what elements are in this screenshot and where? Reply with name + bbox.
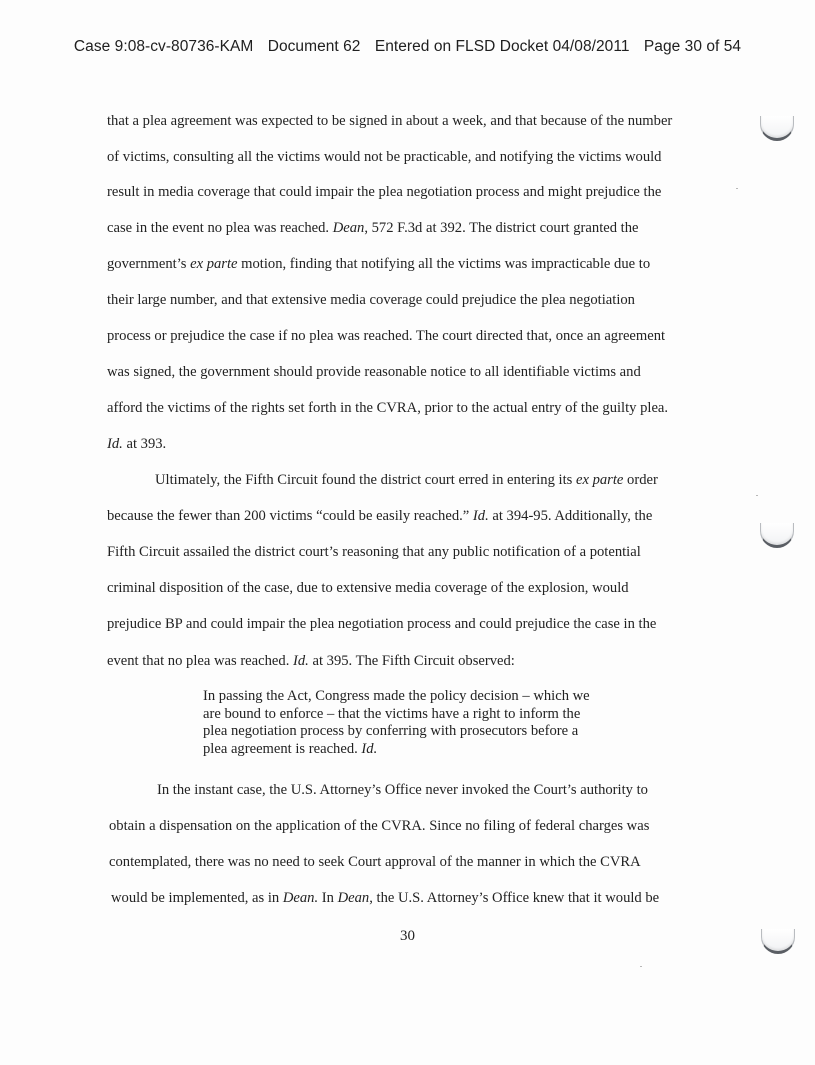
body-line [107,508,652,525]
text-run: In [318,890,338,906]
quote-line: In passing the Act, Congress made the policy decision – which we [203,688,590,704]
case-citation: Id. [107,436,123,452]
quote-line: plea negotiation process by conferring with prosecutors before a [203,723,579,739]
text-run: event that no plea was reached. [107,653,293,669]
case-citation: Id. [472,508,489,524]
text-run: , 572 F.3d at 392. The district court granted the [364,220,639,236]
scan-speck [756,495,758,496]
latin-term: ex parte [575,472,624,488]
body-line [107,653,515,670]
quote-line [203,741,623,759]
case-citation: Dean. [282,890,319,906]
text-run: , the U.S. Attorney’s Office knew that it would be [369,890,660,906]
body-line: criminal disposition of the case, due to extensive media coverage of the explosion, would [107,580,629,596]
block-quote [203,688,623,758]
case-citation: Id. [293,653,309,669]
text-run: case in the event no plea was reached. [107,220,333,236]
body-line: was signed, the government should provide reasonable notice to all identifiable victims and [107,364,641,380]
body-line: their large number, and that extensive media coverage could prejudice the plea negotiation [107,292,635,308]
quote-line: are bound to enforce – that the victims have a right to inform the [203,705,581,722]
body-line: prejudice BP and could impair the plea negotiation process and could prejudice the case in the [107,616,657,632]
page-count: Page 30 of 54 [643,38,742,55]
page-number: 30 [400,928,415,944]
body-line: process or prejudice the case if no plea was reached. The court directed that, once an agreement [107,328,666,344]
scan-speck [640,966,642,967]
body-line: result in media coverage that could impair the plea negotiation process and might prejudice the [107,184,662,200]
body-line: Fifth Circuit assailed the district court’s reasoning that any public notification of a potential [107,544,641,560]
body-line: afford the victims of the rights set forth in the CVRA, prior to the actual entry of the guilty plea. [107,400,669,416]
case-citation: Dean [337,890,370,906]
text-run: would be implemented, as in [111,890,283,906]
case-number: Case 9:08-cv-80736-KAM [73,38,254,55]
text-run: order [623,472,658,488]
text-run: Ultimately, the Fifth Circuit found the district court erred in entering its [155,472,576,488]
body-line: obtain a dispensation on the application of the CVRA. Since no filing of federal charges was [109,818,650,834]
body-line [107,220,639,237]
text-run: at 395. The Fifth Circuit observed: [308,653,515,669]
scan-speck [736,188,738,189]
body-line [155,472,658,489]
text-run: government’s [107,256,191,272]
docket-entry: Entered on FLSD Docket 04/08/2011 [374,38,630,55]
text-run: at 393. [122,436,167,452]
case-citation: Dean [332,220,365,236]
docket-header [0,38,815,56]
case-citation: Id. [361,740,378,757]
body-line: contemplated, there was no need to seek Court approval of the manner in which the CVRA [109,854,641,870]
body-line [111,890,659,907]
text-run: motion, finding that notifying all the victims was impracticable due to [237,256,651,272]
text-run: because the fewer than 200 victims “could be easily reached.” [107,508,473,524]
punch-hole [760,523,794,548]
body-line: of victims, consulting all the victims would not be practicable, and notifying the victims would [107,149,662,165]
text-run: at 394-95. Additionally, the [488,508,653,524]
latin-term: ex parte [190,256,238,272]
body-line [107,436,166,453]
body-line: that a plea agreement was expected to be signed in about a week, and that because of the number [107,113,673,129]
text-run: plea agreement is reached. [203,740,362,757]
punch-hole [761,929,795,954]
body-line [107,256,650,273]
body-line: In the instant case, the U.S. Attorney’s Office never invoked the Court’s authority to [157,782,648,798]
document-number: Document 62 [267,38,361,55]
punch-hole [760,116,794,141]
